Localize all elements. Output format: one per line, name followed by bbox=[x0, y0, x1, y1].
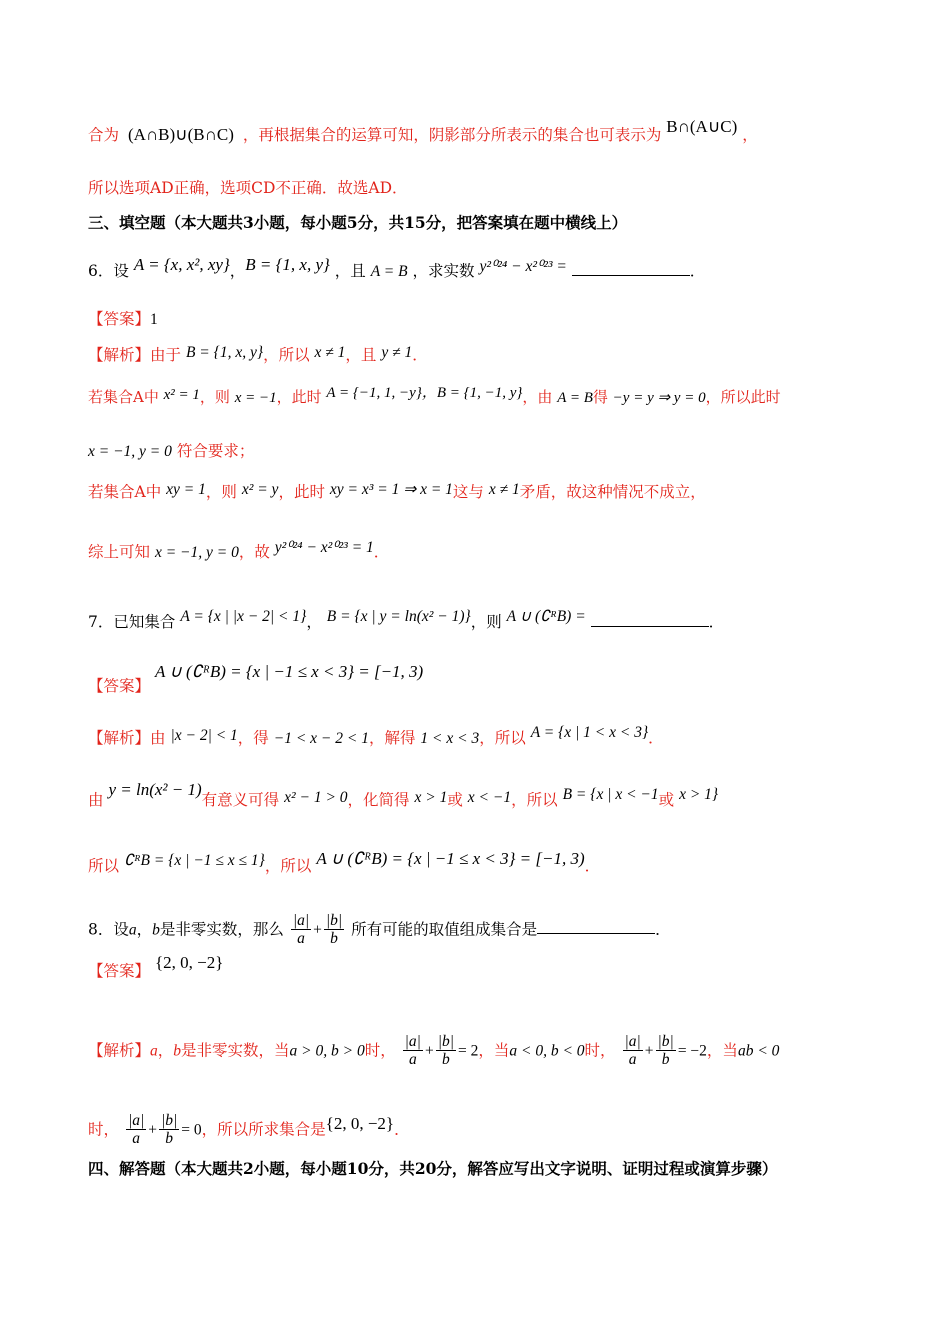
explanation-8-line-1 bbox=[88, 1033, 779, 1070]
explanation-7-line-3 bbox=[88, 849, 601, 875]
answer-6 bbox=[88, 312, 158, 328]
answer-blank[interactable] bbox=[537, 921, 655, 934]
text: ，此时 bbox=[276, 388, 322, 406]
math: −1 < x − 2 < 1 bbox=[273, 730, 369, 747]
denominator: b bbox=[661, 1051, 670, 1069]
explanation-8-line-2 bbox=[88, 1112, 410, 1149]
text: ，当 bbox=[478, 1041, 510, 1060]
text: ． bbox=[412, 346, 428, 364]
explanation-6-line-4 bbox=[88, 481, 706, 501]
math: A = {x | 1 < x < 3} bbox=[530, 724, 649, 741]
math-expression: y²⁰²⁴ − x²⁰²³ = bbox=[479, 258, 567, 275]
text: 矛盾，故这种情况不成立， bbox=[519, 483, 706, 501]
fraction-abs-b-over-b bbox=[656, 1033, 676, 1070]
text: ， bbox=[157, 1041, 174, 1060]
answer-blank[interactable] bbox=[572, 263, 690, 276]
text: ，则 bbox=[199, 388, 230, 406]
answer-label: 【答案】 bbox=[88, 962, 151, 980]
math: A ∪ (∁ᴿB) = {x | −1 ≤ x < 3} = [−1, 3) bbox=[316, 849, 585, 868]
text: 所以 bbox=[88, 857, 120, 875]
math: x² = y bbox=[241, 481, 279, 498]
conclusion-line: 所以选项AD正确，选项CD不正确．故选AD． bbox=[88, 179, 408, 197]
denominator: b bbox=[441, 1051, 450, 1069]
denominator: a bbox=[297, 930, 305, 948]
explanation-7-line-2 bbox=[88, 780, 719, 809]
result: = 0 bbox=[181, 1121, 202, 1139]
text: ，得 bbox=[237, 729, 269, 747]
answer-7 bbox=[88, 662, 424, 695]
math: x > 1} bbox=[679, 786, 719, 803]
answer-value: A ∪ (∁ᴿB) = {x | −1 ≤ x < 3} = [−1, 3) bbox=[154, 662, 424, 681]
numerator: |b| bbox=[325, 912, 343, 929]
math: x² = 1 bbox=[163, 387, 200, 403]
math: x > 1 bbox=[414, 789, 448, 806]
text: ． bbox=[648, 729, 664, 747]
plus-sign: + bbox=[424, 1042, 434, 1060]
text: ． bbox=[394, 1120, 410, 1139]
explanation-6-line-3 bbox=[88, 444, 254, 460]
math: y ≠ 1 bbox=[381, 344, 413, 361]
math: 1 < x < 3 bbox=[420, 730, 480, 747]
var-b: b bbox=[152, 921, 160, 939]
fraction-abs-a-over-a bbox=[291, 912, 311, 949]
var-a: a bbox=[128, 921, 137, 939]
result: = 2 bbox=[457, 1042, 479, 1060]
denominator: b bbox=[165, 1130, 173, 1148]
numerator: |a| bbox=[404, 1033, 421, 1050]
var-b: b bbox=[173, 1042, 182, 1060]
text: ， bbox=[136, 920, 153, 939]
var-a: a bbox=[150, 1042, 158, 1060]
text: ，所以 bbox=[264, 857, 312, 875]
fraction-abs-a-over-a bbox=[403, 1033, 423, 1070]
text: ，化简得 bbox=[347, 791, 410, 809]
text: ，故 bbox=[238, 543, 270, 561]
answer-value: {2, 0, −2} bbox=[154, 953, 224, 972]
section-heading-fill-in: 三、填空题（本大题共3小题，每小题5分，共15分，把答案填在题中横线上） bbox=[88, 213, 628, 232]
text: ，且 bbox=[345, 346, 377, 364]
text: 时， bbox=[584, 1041, 616, 1060]
explanation-7-line-1 bbox=[88, 724, 664, 747]
explanation-6-line-1 bbox=[88, 344, 428, 364]
explanation-6-line-2 bbox=[88, 385, 781, 406]
text: ． bbox=[708, 613, 725, 631]
text: 或 bbox=[447, 791, 463, 809]
answer-label: 【答案】 bbox=[88, 677, 151, 695]
text: ，所以 bbox=[511, 791, 558, 809]
text: ． bbox=[584, 857, 601, 875]
text: ，此时 bbox=[278, 483, 325, 501]
text: 是非零实数，那么 bbox=[159, 920, 284, 939]
text: 得 bbox=[592, 388, 608, 406]
text: ，所以 bbox=[479, 729, 526, 747]
denominator: b bbox=[330, 930, 338, 948]
text: ． bbox=[655, 920, 671, 939]
text: 符合要求； bbox=[176, 442, 255, 460]
text: 时， bbox=[364, 1041, 396, 1060]
math: ab < 0 bbox=[737, 1042, 780, 1060]
math: x = −1, y = 0 bbox=[154, 544, 239, 561]
math: xy = x³ = 1 ⇒ x = 1 bbox=[329, 481, 453, 498]
text: ，则 bbox=[470, 613, 502, 631]
math: y = ln(x² − 1) bbox=[108, 780, 202, 799]
numerator: |a| bbox=[127, 1112, 145, 1129]
text: ，所以此时 bbox=[705, 388, 781, 406]
math: |x − 2| < 1 bbox=[170, 727, 238, 744]
section-heading-answers: 四、解答题（本大题共2小题，每小题10分，共20分，解答应写出文字说明、证明过程或演算步骤） bbox=[88, 1159, 778, 1178]
math: a < 0, b < 0 bbox=[509, 1042, 585, 1060]
question-number: 6．设 bbox=[88, 262, 129, 280]
explanation-label: 【解析】 bbox=[88, 346, 151, 364]
text: ， bbox=[229, 262, 246, 280]
text: ， bbox=[306, 613, 322, 631]
math: A = B bbox=[557, 390, 593, 406]
answer-blank[interactable] bbox=[591, 614, 709, 627]
fraction-abs-b-over-b bbox=[436, 1033, 456, 1070]
plus-sign: + bbox=[313, 921, 322, 939]
math-set-b: B = {1, x, y} bbox=[245, 255, 330, 274]
explanation-6-line-5 bbox=[88, 539, 390, 561]
result: = −2 bbox=[677, 1042, 707, 1060]
text: 是非零实数，当 bbox=[181, 1041, 290, 1060]
text: ，由 bbox=[522, 388, 553, 406]
math: y²⁰²⁴ − x²⁰²³ = 1 bbox=[274, 539, 374, 556]
text: 有意义可得 bbox=[201, 791, 280, 809]
fraction-abs-a-over-a bbox=[126, 1112, 146, 1149]
math: B = {x | x < −1 bbox=[562, 786, 659, 803]
denominator: a bbox=[628, 1051, 637, 1069]
text: ，再根据集合的运算可知，阴影部分所表示的集合也可表示为 bbox=[242, 126, 662, 144]
text: ， bbox=[742, 126, 758, 144]
plus-sign: + bbox=[148, 1121, 157, 1139]
math-set-a: A = {x, x², xy} bbox=[133, 255, 230, 274]
math-set: {2, 0, −2} bbox=[325, 1114, 395, 1134]
text: ，解得 bbox=[368, 729, 416, 747]
text: 综上可知 bbox=[88, 543, 151, 561]
math: x = −1 bbox=[234, 390, 277, 406]
text: 由 bbox=[88, 791, 104, 809]
math: A = {−1, 1, −y}，B = {1, −1, y} bbox=[326, 385, 523, 401]
question-8 bbox=[88, 912, 671, 949]
math-set-a: A = {x | |x − 2| < 1} bbox=[180, 608, 307, 625]
math: x = −1, y = 0 bbox=[88, 443, 172, 460]
math: ∁ᴿB = {x | −1 ≤ x ≤ 1} bbox=[123, 852, 265, 869]
question-number: 7．已知集合 bbox=[88, 613, 176, 631]
math-condition: A = B bbox=[370, 263, 408, 280]
explanation-label: 【解析】 bbox=[88, 1041, 151, 1060]
math: x ≠ 1 bbox=[488, 481, 520, 498]
math: x² − 1 > 0 bbox=[284, 789, 348, 806]
denominator: a bbox=[408, 1051, 417, 1069]
answer-value: 1 bbox=[150, 311, 158, 328]
math-expression: (A∩B)∪(B∩C) bbox=[127, 125, 234, 144]
numerator: |b| bbox=[657, 1033, 674, 1050]
math-set-b: B = {x | y = ln(x² − 1)} bbox=[326, 608, 471, 625]
fraction-abs-b-over-b bbox=[324, 912, 344, 949]
text: 由于 bbox=[150, 346, 182, 364]
numerator: |b| bbox=[160, 1112, 178, 1129]
fraction-abs-b-over-b bbox=[159, 1112, 179, 1149]
fraction-abs-a-over-a bbox=[623, 1033, 643, 1070]
text: ，所以所求集合是 bbox=[201, 1120, 326, 1139]
text: ，所以 bbox=[263, 346, 310, 364]
answer-label: 【答案】 bbox=[88, 310, 151, 328]
numerator: |a| bbox=[624, 1033, 641, 1050]
question-number: 8．设 bbox=[88, 920, 129, 939]
math: −y = y ⇒ y = 0 bbox=[612, 390, 706, 406]
text: 合为 bbox=[88, 126, 120, 144]
denominator: a bbox=[132, 1130, 140, 1148]
plus-sign: + bbox=[644, 1042, 654, 1060]
numerator: |b| bbox=[437, 1033, 454, 1050]
text: 若集合A中 bbox=[88, 483, 162, 501]
text: 所有可能的取值组成集合是 bbox=[351, 920, 538, 939]
text: ，则 bbox=[205, 483, 237, 501]
text: ． bbox=[689, 262, 706, 280]
text: 或 bbox=[658, 791, 675, 809]
numerator: |a| bbox=[292, 912, 310, 929]
math-expression: A ∪ (∁ᴿB) = bbox=[506, 608, 586, 625]
text: 这与 bbox=[452, 483, 484, 501]
text: ． bbox=[373, 543, 390, 561]
math: x < −1 bbox=[467, 789, 512, 806]
prev-explanation-line bbox=[88, 117, 758, 144]
text: 时， bbox=[88, 1120, 120, 1139]
answer-8 bbox=[88, 953, 224, 980]
explanation-label: 【解析】 bbox=[88, 729, 151, 747]
math: B = {1, x, y} bbox=[185, 344, 264, 361]
question-7 bbox=[88, 608, 725, 631]
text: 若集合A中 bbox=[88, 388, 159, 406]
text: ，当 bbox=[706, 1041, 738, 1060]
math: a > 0, b > 0 bbox=[289, 1042, 365, 1060]
text: ，求实数 bbox=[412, 262, 475, 280]
math-expression: B∩(A∪C) bbox=[666, 117, 738, 136]
math: x ≠ 1 bbox=[314, 344, 346, 361]
text: ，且 bbox=[334, 262, 366, 280]
math: xy = 1 bbox=[166, 481, 206, 498]
question-6 bbox=[88, 255, 706, 280]
text: 由 bbox=[150, 729, 166, 747]
